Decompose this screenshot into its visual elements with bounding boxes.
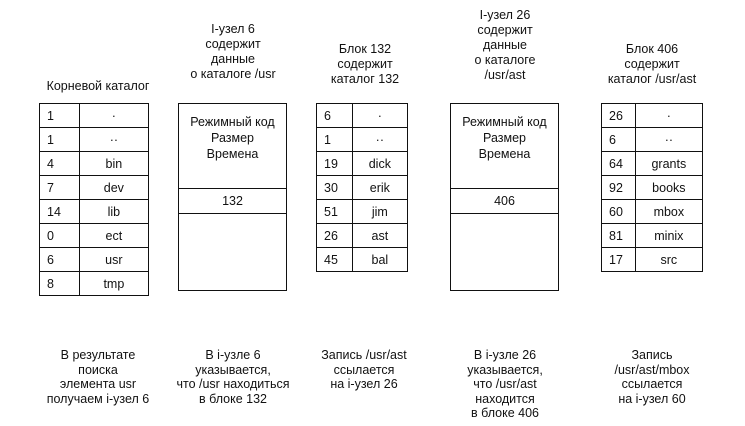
- entry-name-cell: books: [635, 176, 702, 200]
- inode-number-cell: 26: [317, 224, 353, 248]
- directory-entry-row: [602, 200, 703, 224]
- entry-name-cell: erik: [352, 176, 407, 200]
- entry-name-cell: dick: [352, 152, 407, 176]
- directory-entry-row: [602, 248, 703, 272]
- inode-number-cell: 45: [317, 248, 353, 272]
- inode-number-cell: 92: [602, 176, 636, 200]
- directory-entry-row: [317, 224, 408, 248]
- entry-name-cell: mbox: [635, 200, 702, 224]
- entry-name-cell: bal: [352, 248, 407, 272]
- inode-number-cell: 1: [317, 128, 353, 152]
- inode-6-box: [178, 103, 287, 291]
- directory-entry-row: [317, 128, 408, 152]
- block-132-caption: Запись /usr/ast ссылается на i-узел 26: [321, 348, 407, 391]
- directory-entry-row: [40, 176, 149, 200]
- inode-number-cell: 1: [40, 128, 80, 152]
- inode-number-cell: 0: [40, 224, 80, 248]
- inode-6-header: I-узел 6 содержит данные о каталоге /usr: [190, 22, 276, 81]
- block-406-table: [601, 103, 703, 272]
- root-directory-header: Корневой каталог: [46, 79, 150, 93]
- directory-entry-row: [40, 272, 149, 296]
- entry-name-cell: ··: [635, 128, 702, 152]
- directory-entry-row: [40, 104, 149, 128]
- entry-name-cell: src: [635, 248, 702, 272]
- block-132-table: [316, 103, 408, 272]
- block-406-header: Блок 406 содержит каталог /usr/ast: [607, 42, 697, 86]
- entry-name-cell: grants: [635, 152, 702, 176]
- entry-name-cell: jim: [352, 200, 407, 224]
- inode-number-cell: 64: [602, 152, 636, 176]
- inode-26-caption: В i-узле 26 указывается, что /usr/ast находится в блоке 406: [467, 348, 543, 420]
- entry-name-cell: ·: [352, 104, 407, 128]
- directory-entry-row: [40, 248, 149, 272]
- inode-number-cell: 14: [40, 200, 80, 224]
- inode-26-box: [450, 103, 559, 291]
- directory-entry-row: [40, 128, 149, 152]
- entry-name-cell: ect: [79, 224, 148, 248]
- inode-number-cell: 7: [40, 176, 80, 200]
- inode-number-cell: 81: [602, 224, 636, 248]
- directory-entry-row: [40, 224, 149, 248]
- inode-6-caption: В i-узле 6 указывается, что /usr находиться в блоке 132: [176, 348, 290, 406]
- inode-number-cell: 6: [602, 128, 636, 152]
- inode-number-cell: 6: [317, 104, 353, 128]
- entry-name-cell: ·: [79, 104, 148, 128]
- root-caption: В результате поиска элемента usr получаем i-узел 6: [46, 348, 150, 406]
- directory-entry-row: [602, 128, 703, 152]
- directory-entry-row: [317, 152, 408, 176]
- directory-entry-row: [317, 176, 408, 200]
- directory-entry-row: [602, 224, 703, 248]
- inode-6-block-number: 132: [222, 194, 243, 208]
- directory-entry-row: [602, 152, 703, 176]
- inode-26-block-number: 406: [494, 194, 515, 208]
- entry-name-cell: bin: [79, 152, 148, 176]
- inode-number-cell: 60: [602, 200, 636, 224]
- entry-name-cell: tmp: [79, 272, 148, 296]
- directory-entry-row: [317, 248, 408, 272]
- entry-name-cell: dev: [79, 176, 148, 200]
- inode-number-cell: 4: [40, 152, 80, 176]
- directory-entry-row: [602, 104, 703, 128]
- directory-entry-row: [602, 176, 703, 200]
- inode-number-cell: 17: [602, 248, 636, 272]
- inode-26-header: I-узел 26 содержит данные о каталоге /usr/ast: [474, 8, 536, 82]
- root-directory-table: [39, 103, 149, 296]
- inode-number-cell: 1: [40, 104, 80, 128]
- entry-name-cell: usr: [79, 248, 148, 272]
- directory-entry-row: [40, 152, 149, 176]
- inode-number-cell: 51: [317, 200, 353, 224]
- entry-name-cell: lib: [79, 200, 148, 224]
- entry-name-cell: ast: [352, 224, 407, 248]
- directory-entry-row: [317, 200, 408, 224]
- directory-entry-row: [317, 104, 408, 128]
- inode-number-cell: 8: [40, 272, 80, 296]
- inode-number-cell: 6: [40, 248, 80, 272]
- entry-name-cell: ··: [79, 128, 148, 152]
- directory-entry-row: [40, 200, 149, 224]
- inode-6-attributes: Режимный код Размер Времена: [190, 115, 275, 161]
- block-406-caption: Запись /usr/ast/mbox ссылается на i-узел 60: [614, 348, 690, 406]
- entry-name-cell: minix: [635, 224, 702, 248]
- inode-number-cell: 26: [602, 104, 636, 128]
- block-132-header: Блок 132 содержит каталог 132: [330, 42, 400, 86]
- inode-number-cell: 19: [317, 152, 353, 176]
- inode-number-cell: 30: [317, 176, 353, 200]
- inode-26-attributes: Режимный код Размер Времена: [462, 115, 547, 161]
- entry-name-cell: ··: [352, 128, 407, 152]
- entry-name-cell: ·: [635, 104, 702, 128]
